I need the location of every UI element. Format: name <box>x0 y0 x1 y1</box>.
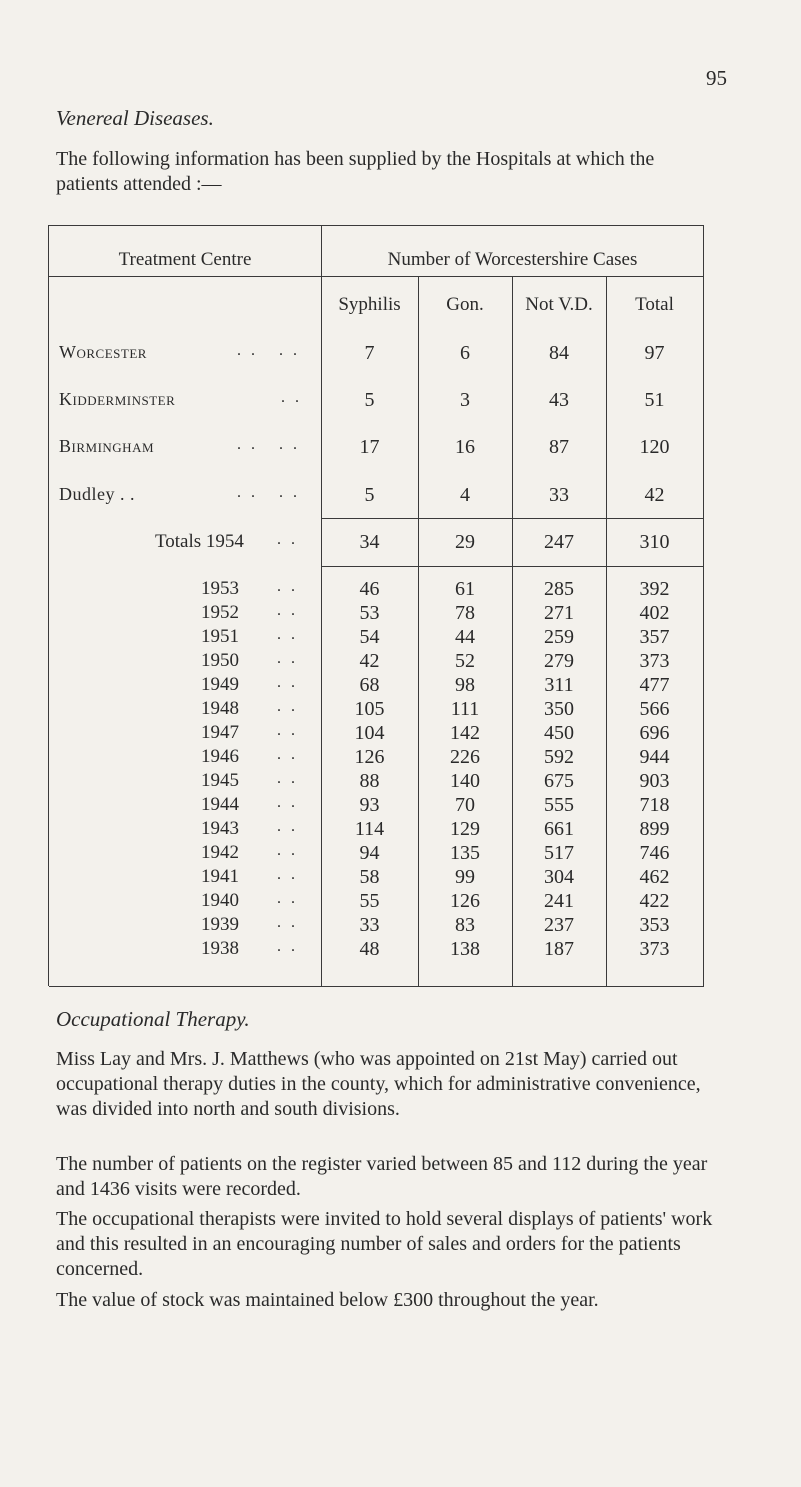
cell-gon: 4 <box>460 484 470 506</box>
cell-not-vd: 661 <box>544 818 574 840</box>
cell-not-vd: 285 <box>544 578 574 600</box>
cell-total: 97 <box>644 342 665 364</box>
cell-total: 899 <box>639 818 670 840</box>
occupational-paragraph-3: The occupational therapists were invited to hold several displays of patients' work and this resulted in an encouraging number of sales and orders for the patients concerned. <box>56 1208 713 1280</box>
cell-gon: 98 <box>455 674 475 696</box>
header-worcestershire-cases: Number of Worcestershire Cases <box>387 249 638 270</box>
page-number: 95 <box>706 66 727 90</box>
year-label: 1942 <box>201 842 239 863</box>
cell-gon: 99 <box>455 866 475 888</box>
cell-syphilis: 114 <box>354 818 385 840</box>
cell-not-vd: 350 <box>544 698 574 720</box>
year-label: 1941 <box>201 866 239 887</box>
year-label: 1951 <box>201 626 239 647</box>
year-label: 1938 <box>201 938 239 959</box>
cell-syphilis: 105 <box>354 698 385 720</box>
cell-not-vd: 33 <box>549 484 569 506</box>
cell-gon: 44 <box>455 626 475 648</box>
year-label: 1946 <box>201 746 239 767</box>
cell-total: 51 <box>644 389 665 411</box>
cell-not-vd: 187 <box>544 938 574 960</box>
year-label: 1939 <box>201 914 239 935</box>
centre-label: Dudley . . <box>59 484 135 504</box>
cell-total: 718 <box>639 794 670 816</box>
intro-paragraph: The following information has been supplied by the Hospitals at which the patients attended :— <box>56 148 655 195</box>
year-label: 1945 <box>201 770 239 791</box>
cell-gon: 111 <box>450 698 480 720</box>
cell-total: 422 <box>639 890 670 912</box>
cell-gon: 70 <box>455 794 475 816</box>
cell-gon: 16 <box>455 436 475 458</box>
col-header-total: Total <box>635 294 674 315</box>
col-header-syphilis: Syphilis <box>338 294 401 315</box>
cell-not-vd: 592 <box>544 746 574 768</box>
cell-total: 357 <box>639 626 670 648</box>
cell-not-vd: 450 <box>544 722 574 744</box>
cell-total: 42 <box>644 484 665 506</box>
year-label: 1948 <box>201 698 239 719</box>
occupational-paragraph-4: The value of stock was maintained below £300 throughout the year. <box>56 1289 599 1311</box>
cell-syphilis: 94 <box>359 842 380 864</box>
cell-not-vd: 279 <box>544 650 574 672</box>
cell-syphilis: 34 <box>359 531 380 553</box>
cell-syphilis: 88 <box>359 770 380 792</box>
cell-syphilis: 42 <box>359 650 380 672</box>
cell-not-vd: 247 <box>544 531 574 553</box>
col-header-gon: Gon. <box>446 294 484 315</box>
centre-label: Worcester <box>59 342 147 362</box>
cell-gon: 142 <box>450 722 480 744</box>
cell-not-vd: 241 <box>544 890 574 912</box>
cell-total: 310 <box>639 531 670 553</box>
cell-gon: 29 <box>455 531 475 553</box>
cell-syphilis: 104 <box>354 722 385 744</box>
cell-total: 373 <box>639 650 670 672</box>
section-heading-venereal: Venereal Diseases. <box>56 106 214 130</box>
cell-gon: 61 <box>455 578 475 600</box>
cell-total: 392 <box>639 578 670 600</box>
cell-total: 696 <box>639 722 670 744</box>
cell-total: 477 <box>639 674 670 696</box>
cell-total: 903 <box>639 770 670 792</box>
cell-gon: 52 <box>455 650 475 672</box>
totals-label: Totals 1954 <box>155 531 244 552</box>
cell-not-vd: 517 <box>544 842 574 864</box>
cell-total: 373 <box>639 938 670 960</box>
cell-not-vd: 84 <box>549 342 569 364</box>
cell-total: 462 <box>639 866 670 888</box>
cell-gon: 83 <box>455 914 475 936</box>
cell-total: 746 <box>639 842 670 864</box>
centre-label: Kidderminster <box>59 389 176 409</box>
cell-not-vd: 311 <box>544 674 574 696</box>
year-label: 1947 <box>201 722 239 743</box>
cell-syphilis: 68 <box>359 674 380 696</box>
cell-syphilis: 55 <box>359 890 380 912</box>
cell-not-vd: 271 <box>544 602 574 624</box>
cell-syphilis: 33 <box>359 914 380 936</box>
col-header-not-vd: Not V.D. <box>525 294 593 315</box>
cell-syphilis: 58 <box>359 866 380 888</box>
year-label: 1944 <box>201 794 239 815</box>
header-treatment-centre: Treatment Centre <box>118 249 252 270</box>
cell-syphilis: 5 <box>364 484 375 506</box>
cell-not-vd: 555 <box>544 794 574 816</box>
venereal-cases-table: Treatment Centre Number of Worcestershire Cases Syphilis Gon. Not V.D. Total Worcester . . . . 7 6 84 97 Kidderminster . . 5 3 43 51 Birmingham . . . . 17 16 87 120 Dudley . . . . . . 5 4 33 42 Totals 1954 . . 34 29 247 310 1953 . . 46 61 285 392 1952 . . 53 78 271 402 1951 . . 54 44 259 357 1950 . . 42 52 279 373 1949 . . 68 98 311 477 1948 . . 105 111 350 566 1947 . . 104 142 450 696 1946 . . 126 226 592 944 1945 . . 88 140 675 903 1944 . . 93 70 555 718 1943 . . 114 129 661 899 1942 . . 94 135 517 746 1941 . . 58 99 304 462 1940 . . 55 126 241 422 1939 . . 33 83 237 353 1938 . . 48 138 187 373 <box>48 225 704 986</box>
cell-gon: 6 <box>460 342 470 364</box>
cell-not-vd: 237 <box>544 914 574 936</box>
cell-gon: 126 <box>450 890 480 912</box>
cell-gon: 138 <box>450 938 480 960</box>
cell-syphilis: 93 <box>359 794 380 816</box>
cell-total: 566 <box>639 698 670 720</box>
cell-syphilis: 126 <box>354 746 385 768</box>
cell-syphilis: 48 <box>359 938 380 960</box>
occupational-paragraph-2: The number of patients on the register varied between 85 and 112 during the year and 1436 visits were recorded. <box>56 1153 708 1200</box>
year-label: 1943 <box>201 818 239 839</box>
cell-gon: 78 <box>455 602 475 624</box>
occupational-paragraph-1: Miss Lay and Mrs. J. Matthews (who was appointed on 21st May) carried out occupational therapy duties in the county, which for administrative convenience, was divided into north and south divisions. <box>56 1048 701 1120</box>
centre-label: Birmingham <box>59 436 155 456</box>
cell-syphilis: 46 <box>359 578 380 600</box>
cell-total: 402 <box>639 602 670 624</box>
cell-total: 120 <box>639 436 670 458</box>
cell-total: 353 <box>639 914 670 936</box>
cell-not-vd: 304 <box>544 866 574 888</box>
cell-not-vd: 259 <box>544 626 574 648</box>
cell-syphilis: 53 <box>359 602 380 624</box>
cell-syphilis: 54 <box>359 626 380 648</box>
year-label: 1949 <box>201 674 239 695</box>
cell-gon: 3 <box>460 389 470 411</box>
section-heading-occupational: Occupational Therapy. <box>56 1007 250 1031</box>
cell-not-vd: 87 <box>549 436 569 458</box>
year-label: 1952 <box>201 602 239 623</box>
cell-gon: 129 <box>450 818 480 840</box>
cell-syphilis: 17 <box>359 436 380 458</box>
cell-syphilis: 7 <box>364 342 375 364</box>
cell-gon: 135 <box>450 842 480 864</box>
year-label: 1940 <box>201 890 239 911</box>
cell-syphilis: 5 <box>364 389 375 411</box>
cell-gon: 226 <box>450 746 480 768</box>
cell-gon: 140 <box>450 770 480 792</box>
year-label: 1953 <box>201 578 239 599</box>
year-label: 1950 <box>201 650 239 671</box>
cell-not-vd: 43 <box>549 389 569 411</box>
cell-total: 944 <box>639 746 670 768</box>
cell-not-vd: 675 <box>544 770 574 792</box>
